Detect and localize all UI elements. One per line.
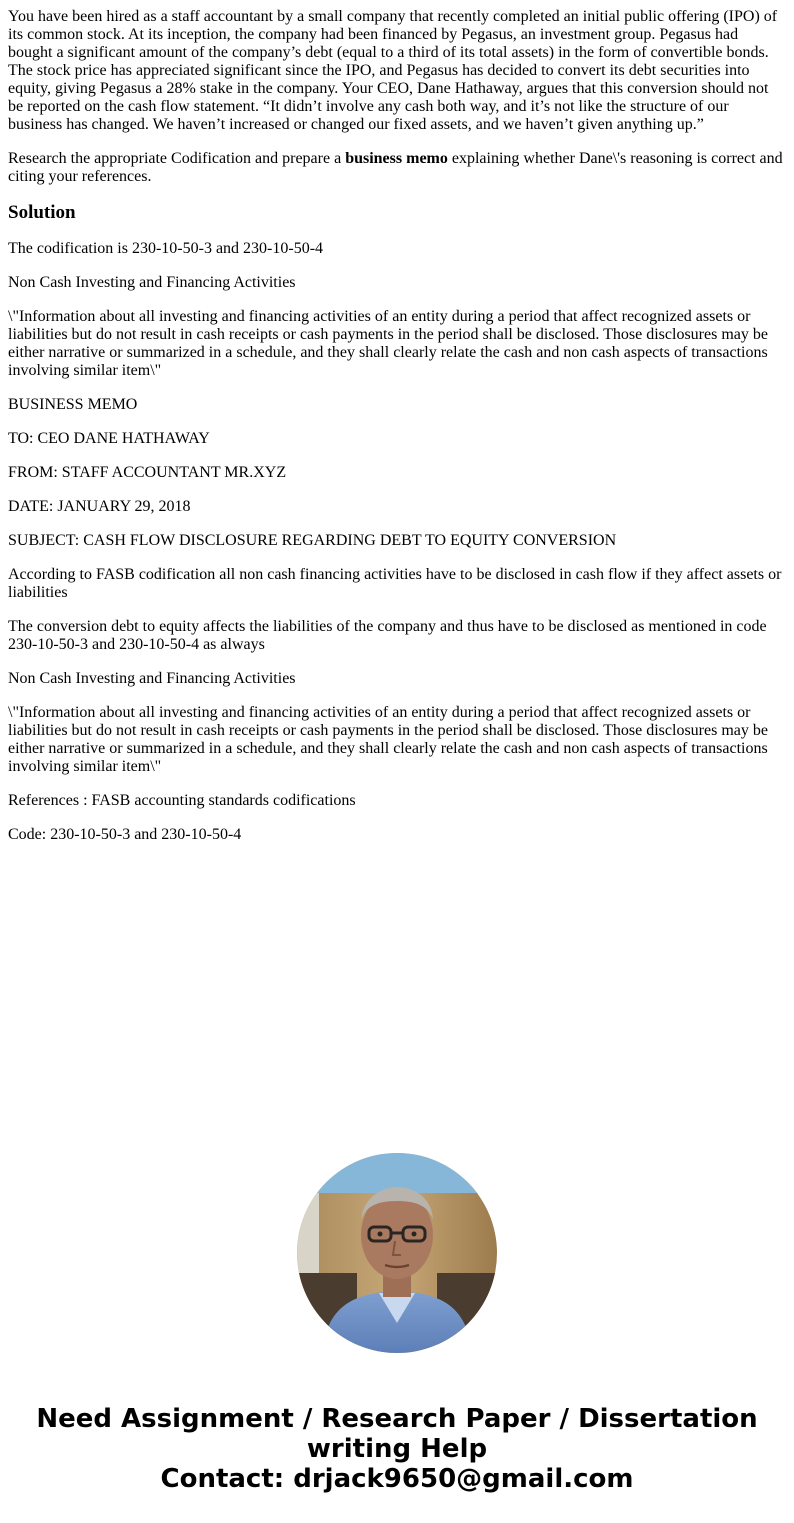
question-instruction [8,150,786,186]
code-line: Code: 230-10-50-3 and 230-10-50-4 [8,826,242,843]
promo-banner [0,1404,794,1494]
memo-section-title: Non Cash Investing and Financing Activities [8,670,296,687]
promo-line-2: writing Help [306,1434,488,1464]
memo-paragraph-1: According to FASB codification all non cash financing activities have to be disclosed in cash flow if they affect assets or liabilities [8,566,782,601]
memo-subject: SUBJECT: CASH FLOW DISCLOSURE REGARDING DEBT TO EQUITY CONVERSION [8,532,617,549]
person-photo-icon [297,1153,497,1353]
memo-date: DATE: JANUARY 29, 2018 [8,498,191,515]
memo-to: TO: CEO DANE HATHAWAY [8,430,210,447]
codification-quote: \"Information about all investing and financing activities of an entity during a period that affect recognized assets or liabilities but do not result in cash receipts or cash payments in the period shall be disclosed. Those disclosures may be either narrative or summarized in a schedule, and they shall clearly relate the cash and non cash aspects of transactions involving similar item\" [8,308,768,379]
references-line: References : FASB accounting standards codifications [8,792,356,809]
memo-paragraph-2: The conversion debt to equity affects the liabilities of the company and thus have to be disclosed as mentioned in code 230-10-50-3 and 230-10-50-4 as always [8,618,767,653]
solution-heading: Solution [8,202,76,223]
question-paragraph: You have been hired as a staff accountant by a small company that recently completed an initial public offering (IPO) of its common stock. At its inception, the company had been financed by Pegasus, an investment group. Pegasus had bought a significant amount of the company’s debt (equal to a third of its total assets) in the form of convertible bonds. The stock price has appreciated significant since the IPO, and Pegasus has decided to convert its debt securities into equity, giving Pegasus a 28% stake in the company. Your CEO, Dane Hathaway, argues that this conversion should not be reported on the cash flow statement. “It didn’t involve any cash both way, and it’s not like the structure of our business has changed. We haven’t increased or changed our fixed assets, and we haven’t given anything up.” [8,8,778,133]
codification-line: The codification is 230-10-50-3 and 230-10-50-4 [8,240,324,257]
memo-quote: \"Information about all investing and financing activities of an entity during a period that affect recognized assets or liabilities but do not result in cash receipts or cash payments in the period shall be disclosed. Those disclosures may be either narrative or summarized in a schedule, and they shall clearly relate the cash and non cash aspects of transactions involving similar item\" [8,704,768,775]
memo-title: BUSINESS MEMO [8,396,138,413]
section-title: Non Cash Investing and Financing Activities [8,274,296,291]
memo-from: FROM: STAFF ACCOUNTANT MR.XYZ [8,464,287,481]
instruction-text-start: Research the appropriate Codification and prepare a [8,150,346,167]
promo-line-1: Need Assignment / Research Paper / Dissertation [36,1404,758,1434]
instruction-bold-business-memo: business memo [345,150,448,167]
instruction-text-end: explaining whether Dane\'s reasoning is correct and citing your references. [8,150,783,185]
promo-contact-line: Contact: drjack9650@gmail.com [160,1464,634,1494]
avatar [297,1153,497,1353]
